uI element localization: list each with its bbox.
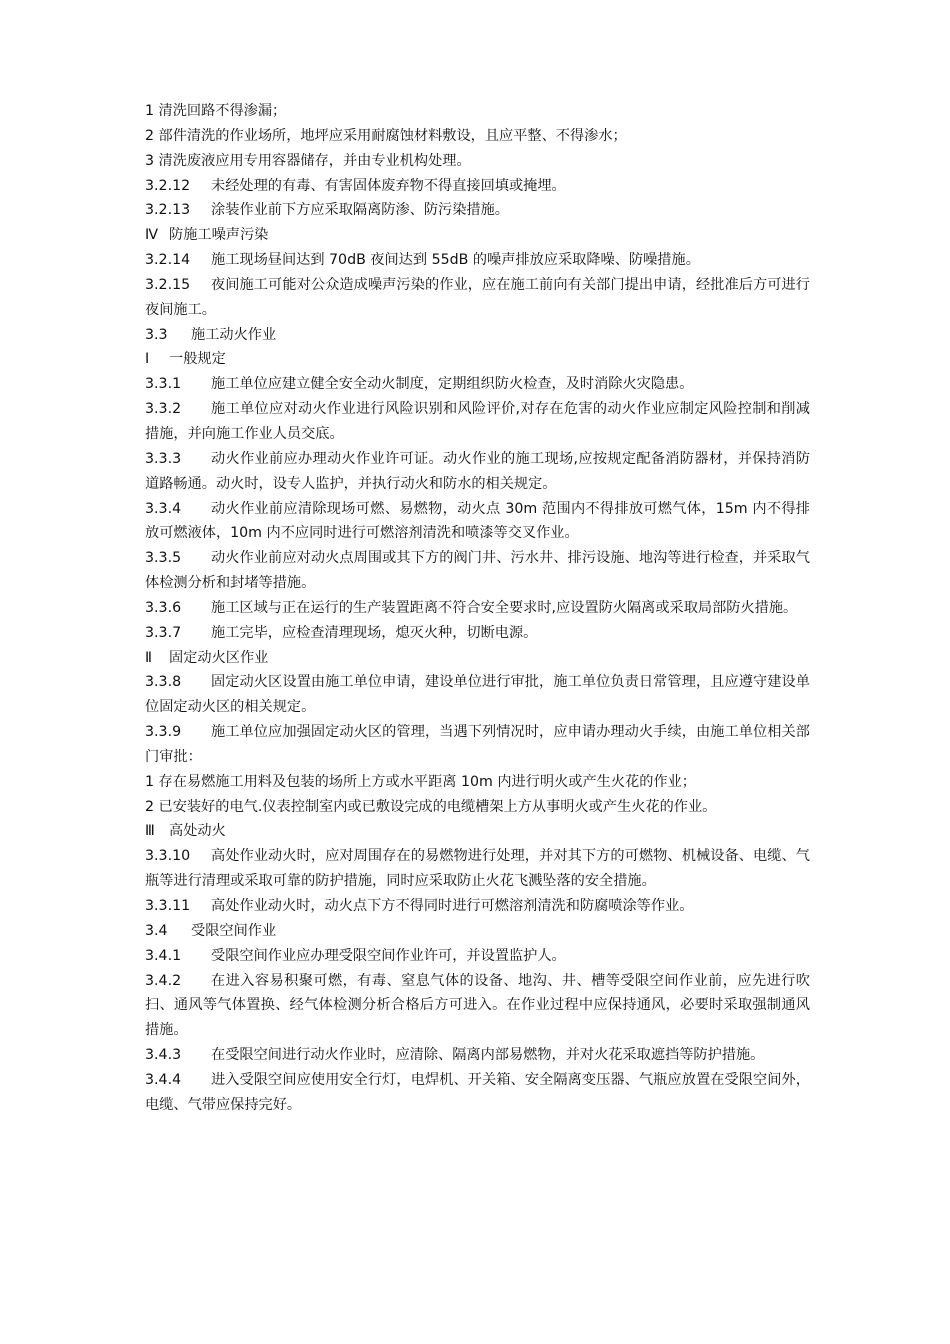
clause-text: 施工单位应加强固定动火区的管理，当遇下列情况时，应申请办理动火手续，由施工单位相关部门审批： — [145, 724, 810, 765]
clause-text: 动火作业前应清除现场可燃、易燃物，动火点 30m 范围内不得排放可燃气体，15m 内不得排放可燃液体，10m 内不应同时进行可燃溶剂清洗和喷漆等交叉作业。 — [145, 500, 810, 542]
subsection-heading — [145, 646, 810, 671]
section-title: 施工动火作业 — [191, 326, 277, 343]
clause-paragraph — [145, 1068, 810, 1118]
clause-paragraph — [145, 397, 810, 447]
subsection-heading — [145, 223, 810, 248]
clause-text: 高处作业动火时，动火点下方不得同时进行可燃溶剂清洗和防腐喷涂等作业。 — [211, 898, 694, 914]
clause-paragraph — [145, 720, 810, 770]
section-title: 防施工噪声污染 — [169, 227, 269, 244]
list-item: 2 部件清洗的作业场所，地坪应采用耐腐蚀材料敷设，且应平整、不得渗水； — [145, 127, 627, 144]
clause-text: 受限空间作业应办理受限空间作业许可，并设置监护人。 — [211, 947, 566, 964]
clause-paragraph — [145, 198, 810, 223]
clause-number: 3.3.9 — [145, 724, 182, 741]
clause-paragraph — [145, 670, 810, 720]
subsection-heading — [145, 347, 810, 372]
section-number: Ⅱ — [145, 649, 152, 666]
clause-paragraph — [145, 621, 810, 646]
list-item: 2 已安装好的电气.仪表控制室内或已敷设完成的电缆槽架上方从事明火或产生火花的作业。 — [145, 798, 717, 815]
clause-number: 3.3.7 — [145, 624, 182, 641]
clause-text: 涂装作业前下方应采取隔离防渗、防污染措施。 — [211, 202, 509, 219]
clause-text: 高处作业动火时，应对周围存在的易燃物进行处理，并对其下方的可燃物、机械设备、电缆、气瓶等进行清理或采取可靠的防护措施，同时应采取防止火花飞溅坠落的安全措施。 — [145, 848, 810, 890]
clause-paragraph — [145, 273, 810, 323]
section-title: 固定动火区作业 — [169, 649, 269, 666]
section-number: Ⅲ — [145, 823, 155, 840]
list-item: 3 清洗废液应用专用容器储存，并由专业机构处理。 — [145, 152, 471, 169]
clause-number: 3.4.1 — [145, 947, 182, 964]
clause-paragraph — [145, 894, 810, 919]
clause-number: 3.2.13 — [145, 202, 191, 219]
clause-number: 3.3.6 — [145, 599, 182, 616]
section-number: 3.3 — [145, 326, 168, 343]
clause-paragraph — [145, 248, 810, 273]
clause-number: 3.3.4 — [145, 500, 182, 517]
clause-number: 3.2.14 — [145, 252, 191, 269]
section-number: 3.4 — [145, 922, 168, 939]
clause-paragraph — [145, 497, 810, 547]
clause-text: 动火作业前应办理动火作业许可证。动火作业的施工现场,应按规定配备消防器材，并保持消防道路畅通。动火时，设专人监护，并执行动火和防水的相关规定。 — [145, 450, 810, 492]
subsection-heading — [145, 819, 810, 844]
section-number: Ⅳ — [145, 227, 159, 244]
clause-number: 3.2.15 — [145, 276, 191, 293]
clause-number: 3.3.11 — [145, 898, 191, 914]
clause-text: 进入受限空间应使用安全行灯，电焊机、开关箱、安全隔离变压器、气瓶应放置在受限空间外，电缆、气带应保持完好。 — [145, 1071, 810, 1113]
clause-paragraph — [145, 546, 810, 596]
clause-text: 在进入容易积聚可燃，有毒、窒息气体的设备、地沟、井、槽等受限空间作业前，应先进行吹扫、通风等气体置换、经气体检测分析合格后方可进入。在作业过程中应保持通风，必要时采取强制通风措施。 — [145, 972, 810, 1039]
section-number: Ⅰ — [145, 351, 150, 368]
document-page — [145, 99, 810, 1118]
section-title: 一般规定 — [169, 351, 226, 368]
clause-text: 夜间施工可能对公众造成噪声污染的作业，应在施工前向有关部门提出申请，经批准后方可进行夜间施工。 — [145, 276, 810, 318]
clause-number: 3.3.3 — [145, 450, 182, 467]
clause-paragraph — [145, 372, 810, 397]
clause-text: 动火作业前应对动火点周围或其下方的阀门井、污水井、排污设施、地沟等进行检查，并采取气体检测分析和封堵等措施。 — [145, 550, 810, 592]
clause-text: 在受限空间进行动火作业时，应清除、隔离内部易燃物，并对火花采取遮挡等防护措施。 — [211, 1047, 765, 1064]
clause-paragraph — [145, 174, 810, 199]
clause-number: 3.4.4 — [145, 1071, 182, 1088]
clause-text: 施工单位应对动火作业进行风险识别和风险评价,对存在危害的动火作业应制定风险控制和削减措施，并向施工作业人员交底。 — [145, 401, 810, 442]
clause-paragraph — [145, 596, 810, 621]
clause-number: 3.4.2 — [145, 972, 182, 989]
section-heading — [145, 323, 810, 348]
clause-paragraph — [145, 1043, 810, 1068]
clause-paragraph — [145, 969, 810, 1044]
clause-text: 未经处理的有毒、有害固体废弃物不得直接回填或掩埋。 — [211, 177, 566, 194]
clause-paragraph — [145, 447, 810, 497]
clause-number: 3.3.10 — [145, 848, 191, 865]
list-item: 1 清洗回路不得渗漏； — [145, 103, 287, 119]
section-heading — [145, 919, 810, 944]
clause-paragraph — [145, 844, 810, 894]
section-title: 高处动火 — [169, 823, 226, 840]
clause-text: 施工区域与正在运行的生产装置距离不符合安全要求时,应设置防火隔离或采取局部防火措施。 — [211, 599, 798, 616]
clause-text: 固定动火区设置由施工单位申请，建设单位进行审批，施工单位负责日常管理，且应遵守建设单位固定动火区的相关规定。 — [145, 674, 810, 716]
clause-text: 施工单位应建立健全安全动火制度，定期组织防火检查，及时消除火灾隐患。 — [211, 376, 694, 393]
clause-number: 3.3.8 — [145, 674, 182, 691]
section-title: 受限空间作业 — [191, 922, 277, 939]
list-item: 1 存在易燃施工用料及包装的场所上方或水平距离 10m 内进行明火或产生火花的作业； — [145, 773, 696, 790]
clause-number: 3.2.12 — [145, 177, 191, 194]
clause-number: 3.3.5 — [145, 550, 182, 567]
clause-text: 施工现场昼间达到 70dB 夜间达到 55dB 的噪声排放应采取降噪、防噪措施。 — [211, 252, 700, 269]
clause-number: 3.3.1 — [145, 376, 182, 393]
clause-paragraph — [145, 944, 810, 969]
clause-number: 3.3.2 — [145, 401, 182, 418]
clause-number: 3.4.3 — [145, 1047, 182, 1064]
clause-text: 施工完毕，应检查清理现场，熄灭火种，切断电源。 — [211, 624, 538, 641]
